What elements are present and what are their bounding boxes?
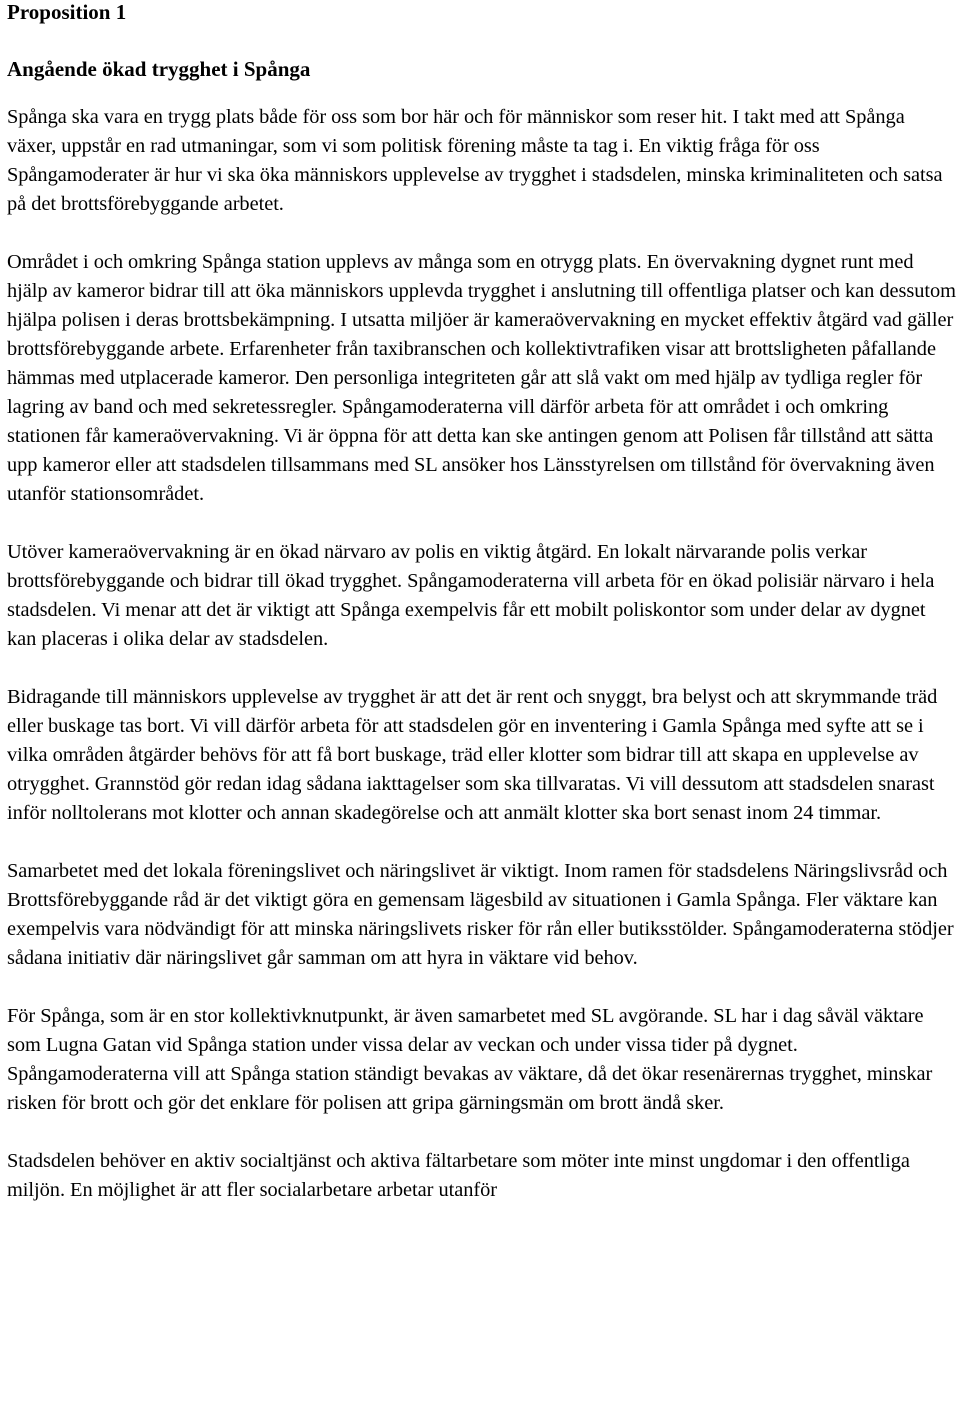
page-title: Angående ökad trygghet i Spånga [7,57,311,81]
document-page [7,0,957,1205]
paragraph-clean-environment: Bidragande till människors upplevelse av trygghet är att det är rent och snyggt, bra belyst och att skrymmande träd eller buskage tas bort. Vi vill därför arbeta för att stadsdelen gör en inventering i Gamla Spånga med syfte att se i vilka områden åtgärder behövs för att få bort buskage, träd eller klotter som bidrar till att skapa en upplevelse av otrygghet. Grannstöd gör redan idag sådana iakttagelser som ska tillvaratas. Vi vill dessutom att stadsdelen snarast inför nolltolerans mot klotter och annan skadegörelse och att anmält klotter ska bort senast inom 24 timmar. [7,686,938,824]
paragraph-police-presence: Utöver kameraövervakning är en ökad närvaro av polis en viktig åtgärd. En lokalt närvarande polis verkar brottsförebyggande och bidrar till ökad trygghet. Spångamoderaterna vill arbeta för en ökad polisiär närvaro i hela stadsdelen. Vi menar att det är viktigt att Spånga exempelvis får ett mobilt poliskontor som under delar av dygnet kan placeras i olika delar av stadsdelen. [7,541,935,650]
paragraph-social-services: Stadsdelen behöver en aktiv socialtjänst och aktiva fältarbetare som möter inte minst ungdomar i den offentliga miljön. En möjlighet är att fler socialarbetare arbetar utanför [7,1150,910,1201]
paragraph-business-cooperation: Samarbetet med det lokala föreningslivet och näringslivet är viktigt. Inom ramen för stadsdelens Näringslivsråd och Brottsförebyggande råd är det viktigt göra en gemensam lägesbild av situationen i Gamla Spånga. Fler väktare kan exempelvis vara nödvändigt för att minska näringslivets risker för rån eller butiksstölder. Spångamoderaterna stödjer sådana initiativ där näringslivet går samman om att hyra in väktare vid behov. [7,860,954,969]
paragraph-sl-cooperation: För Spånga, som är en stor kollektivknutpunkt, är även samarbetet med SL avgörande. SL har i dag såväl väktare som Lugna Gatan vid Spånga station under vissa delar av veckan och under vissa tider på dygnet. Spångamoderaterna vill att Spånga station ständigt bevakas av väktare, då det ökar resenärernas trygghet, minskar risken för brott och gör det enklare för polisen att gripa gärningsmän om brott ändå sker. [7,1005,933,1114]
paragraph-intro: Spånga ska vara en trygg plats både för oss som bor här och för människor som reser hit. I takt med att Spånga växer, uppstår en rad utmaningar, som vi som politisk förening måste ta tag i. En viktig fråga för oss Spångamoderater är hur vi ska öka människors upplevelse av trygghet i stadsdelen, minska kriminaliteten och satsa på det brottsförebyggande arbetet. [7,106,943,215]
proposition-number: Proposition 1 [7,0,127,24]
paragraph-camera-surveillance: Området i och omkring Spånga station upplevs av många som en otrygg plats. En övervakning dygnet runt med hjälp av kameror bidrar till att öka människors upplevda trygghet i anslutning till offentliga platser och kan dessutom hjälpa polisen i deras brottsbekämpning. I utsatta miljöer är kameraövervakning en mycket effektiv åtgärd vad gäller brottsförebyggande arbete. Erfarenheter från taxibranschen och kollektivtrafiken visar att brottsligheten påfallande hämmas med utplacerade kameror. Den personliga integriteten går att slå vakt om med hjälp av tydliga regler för lagring av band och med sekretessregler. Spångamoderaterna vill därför arbeta för att området i och omkring stationen får kameraövervakning. Vi är öppna för att detta kan ske antingen genom att Polisen får tillstånd att sätta upp kameror eller att stadsdelen tillsammans med SL ansöker hos Länsstyrelsen om tillstånd för övervakning även utanför stationsområdet. [7,251,956,505]
